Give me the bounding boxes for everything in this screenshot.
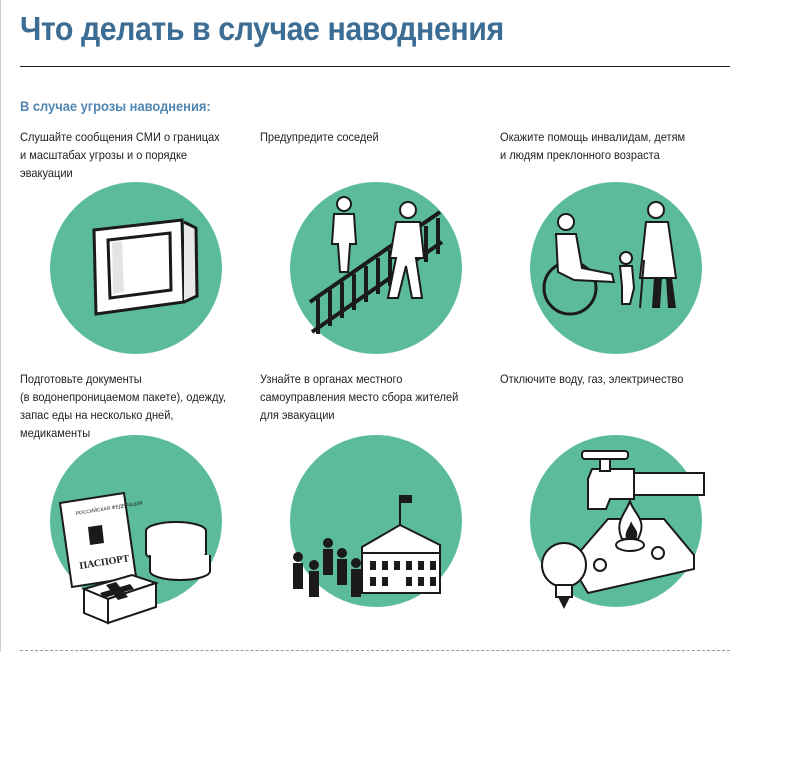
evacuation-point-icon bbox=[290, 435, 462, 607]
item-caption-neighbors: Предупредите соседей bbox=[260, 130, 379, 144]
utilities-illustration bbox=[530, 435, 702, 607]
utilities-icon bbox=[530, 435, 702, 607]
item-caption-help: Окажите помощь инвалидам, детям и людям преклонного возраста bbox=[500, 130, 686, 162]
tv-icon bbox=[50, 182, 222, 354]
neighbors-illustration bbox=[290, 182, 462, 354]
item-caption-utilities: Отключите воду, газ, электричество bbox=[500, 372, 684, 386]
neighbors-icon bbox=[290, 182, 462, 354]
item-caption-media: Слушайте сообщения СМИ о границах и масштабах угрозы и о порядке эвакуации bbox=[20, 130, 220, 180]
title-divider bbox=[20, 66, 730, 67]
bottom-divider bbox=[20, 650, 730, 651]
tv-illustration bbox=[50, 182, 222, 354]
documents-illustration bbox=[50, 435, 222, 607]
help-illustration bbox=[530, 182, 702, 354]
item-caption-documents: Подготовьте документы (в водонепроницаемом пакете), одежду, запас еды на несколько дней, медикаменты bbox=[20, 372, 226, 440]
page-title: Что делать в случае наводнения bbox=[20, 10, 504, 47]
passport-label: ПАСПОРТ bbox=[78, 553, 131, 572]
evacuation-illustration bbox=[290, 435, 462, 607]
left-border bbox=[0, 0, 1, 652]
section-subtitle: В случае угрозы наводнения: bbox=[20, 98, 211, 114]
item-caption-evacuation: Узнайте в органах местного самоуправления место сбора жителей для эвакуации bbox=[260, 372, 459, 422]
documents-supplies-icon bbox=[50, 435, 222, 607]
passport-header: РОССИЙСКАЯ ФЕДЕРАЦИЯ bbox=[75, 500, 143, 517]
help-people-icon bbox=[530, 182, 702, 354]
